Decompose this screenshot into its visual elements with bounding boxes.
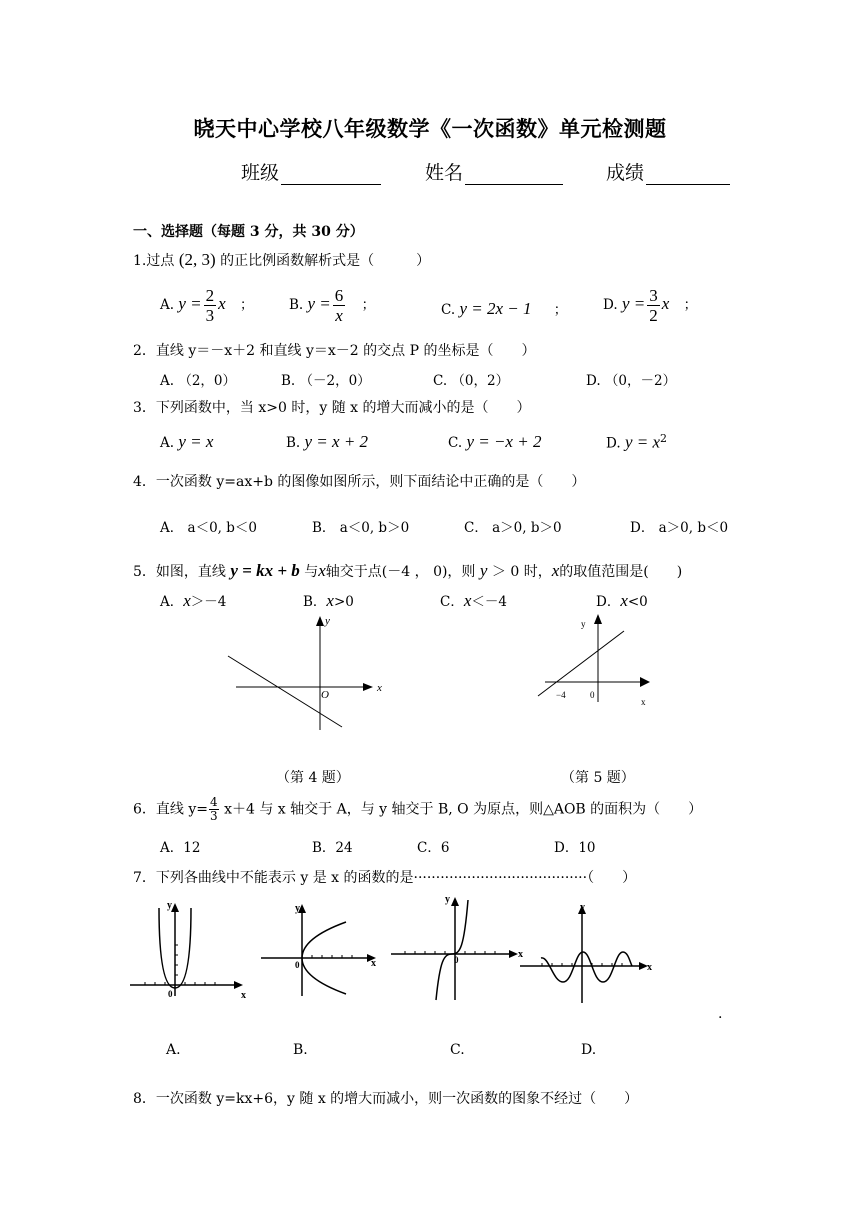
q2-option-c: C. （0，2） <box>433 373 510 389</box>
q5-option-a <box>160 590 226 611</box>
q3-option-b <box>286 432 368 452</box>
q1-option-d <box>603 286 697 325</box>
fig5-y-label: y <box>581 619 586 629</box>
q1-option-b <box>289 286 375 325</box>
numerator: 2 <box>205 286 215 305</box>
option-letter: D． <box>596 594 621 610</box>
q1-option-a <box>160 286 253 325</box>
fig5-line <box>538 631 624 696</box>
denominator: 2 <box>649 306 658 325</box>
q4-option-c: C． a＞0, b＞0 <box>464 520 562 536</box>
origin-label: 0 <box>295 960 300 970</box>
fig5-x-label: x <box>641 697 646 707</box>
question-8: 8．一次函数 y=kx+6，y 随 x 的增大而减小，则一次函数的图象不经过（ ） <box>133 1091 639 1107</box>
math-lhs: y = <box>621 294 646 313</box>
fig5-y-arrow <box>594 614 602 624</box>
fraction <box>333 286 346 325</box>
x-label: x <box>371 958 376 969</box>
q6-option-c: C．6 <box>417 840 450 856</box>
option-letter: B． <box>303 594 327 610</box>
page-title: 晓天中心学校八年级数学《一次函数》单元检测题 <box>193 116 667 141</box>
q7-graph-c <box>388 890 528 1005</box>
score-field <box>606 158 730 185</box>
option-letter: A. <box>160 297 175 313</box>
fraction <box>647 286 660 325</box>
fig5-x-arrow <box>640 677 650 687</box>
question-4: 4．一次函数 y=ax+b 的图像如图所示，则下面结论中正确的是（ ） <box>133 474 586 490</box>
q7-graph-d <box>516 898 656 1008</box>
origin-label: 0 <box>454 955 459 965</box>
fraction <box>204 286 217 325</box>
name-label: 姓名 <box>425 162 464 184</box>
fraction <box>209 796 219 823</box>
math-expr: y = x + 2 <box>304 432 369 451</box>
ticks <box>145 945 215 985</box>
x-label: x <box>241 990 246 998</box>
fig5-tick: −4 <box>556 690 566 700</box>
q4-option-d: D． a＞0, b＜0 <box>630 520 729 536</box>
q2-option-a: A. （2，0） <box>160 373 237 389</box>
option-letter: A. <box>160 435 175 451</box>
q7-graph-b <box>258 898 383 998</box>
q5-x-var: x <box>318 561 326 580</box>
q5-stem-a: 5．如图，直线 <box>133 564 226 580</box>
q7-graph-a <box>125 898 250 998</box>
section-heading: 一、选择题（每题 3 分，共 30 分） <box>133 224 364 240</box>
option-letter: B. <box>286 435 301 451</box>
q7-label-d: D. <box>581 1042 597 1058</box>
q6-stem-a: 6．直线 y= <box>133 801 208 818</box>
math-expr: y = −x + 2 <box>466 432 542 451</box>
y-label: y <box>167 900 172 911</box>
name-blank <box>465 162 563 185</box>
math-lhs: y = <box>178 294 202 313</box>
option-letter: C． <box>440 594 464 610</box>
q4-option-b: B． a＜0, b＞0 <box>312 520 410 536</box>
exponent: 2 <box>660 432 667 445</box>
arrow-x <box>234 981 243 989</box>
q2-option-d: D. （0，－2） <box>586 373 677 389</box>
q1-stem-a: 1.过点 <box>133 253 175 269</box>
q5-stem-b: 与 <box>304 564 319 580</box>
option-var: x <box>620 591 628 610</box>
option-rest: <0 <box>627 594 648 610</box>
origin-label: 0 <box>168 989 173 998</box>
fig4-origin: O <box>321 689 329 701</box>
x-label: x <box>647 962 652 973</box>
figure-5-caption: （第 5 题） <box>561 770 635 786</box>
q6-option-a: A．12 <box>160 840 201 856</box>
denominator: 3 <box>205 306 215 325</box>
question-5 <box>133 561 682 581</box>
name-field <box>425 158 563 185</box>
score-blank <box>646 162 730 185</box>
q3-option-c <box>448 432 541 452</box>
q7-label-c: C. <box>450 1042 465 1058</box>
class-blank <box>281 162 381 185</box>
option-letter: D. <box>606 435 621 452</box>
y-label: y <box>295 903 300 914</box>
q1-option-c <box>441 298 567 319</box>
class-field <box>241 158 381 185</box>
q5-x-var-2: x <box>551 561 560 580</box>
fig4-x-arrow <box>363 683 373 691</box>
option-var: x <box>326 591 334 610</box>
separator: ； <box>239 297 254 313</box>
option-letter: A． <box>160 594 184 610</box>
q1-point: (2, 3) <box>178 250 216 269</box>
question-2: 2．直线 y＝－x＋2 和直线 y＝x－2 的交点 P 的坐标是（ ） <box>133 343 536 359</box>
question-1 <box>133 250 430 270</box>
question-7: 7．下列各曲线中不能表示 y 是 x 的函数的是·······································（ ） <box>133 870 637 886</box>
question-6 <box>133 796 702 823</box>
q3-option-a <box>160 432 213 452</box>
separator: ； <box>361 297 376 313</box>
q4-option-a: A． a＜0, b＜0 <box>160 520 257 536</box>
fig5-origin: 0 <box>590 690 595 700</box>
q7-label-b: B. <box>293 1042 308 1058</box>
q5-option-c <box>440 590 507 611</box>
math-var: x <box>661 294 670 313</box>
q7-label-a: A. <box>166 1042 181 1058</box>
curve <box>436 900 468 1000</box>
question-3: 3．下列函数中，当 x>0 时，y 随 x 的增大而减小的是（ ） <box>133 400 531 416</box>
q6-option-d: D．10 <box>554 840 596 856</box>
separator: ； <box>683 297 698 313</box>
q2-option-b: B. （－2，0） <box>281 373 371 389</box>
q6-stem-b: x＋4 与 x 轴交于 A，与 y 轴交于 B, O 为原点，则△AOB 的面积为（ ） <box>224 801 703 818</box>
q5-stem-d: ＞ 0 时， <box>491 564 552 580</box>
fig4-x-label: x <box>377 682 382 694</box>
math-lhs: y = <box>307 294 331 313</box>
option-letter: C. <box>448 435 463 451</box>
fig4-y-label: y <box>325 615 330 627</box>
numerator: 4 <box>210 795 218 809</box>
arrow-y <box>171 903 179 912</box>
q5-line-expr: y = kx + b <box>230 561 300 580</box>
figure-4-caption: （第 4 题） <box>276 770 350 786</box>
figure-5 <box>530 610 665 710</box>
option-var: x <box>183 591 191 610</box>
denominator: 3 <box>210 809 218 823</box>
option-letter: C. <box>441 302 456 318</box>
option-letter: B. <box>289 297 304 313</box>
q5-y-var: y <box>479 561 488 580</box>
math-expr: y = x <box>178 432 214 451</box>
math-expr: y = 2x − 1 <box>459 299 532 318</box>
score-label: 成绩 <box>606 162 645 184</box>
q5-option-b <box>303 590 354 611</box>
curve <box>541 952 632 982</box>
denominator: x <box>335 306 343 325</box>
q6-option-b: B．24 <box>312 840 353 856</box>
y-label: y <box>580 902 585 913</box>
trailing-dot: . <box>718 1006 723 1022</box>
q5-stem-e: 的取值范围是( ) <box>559 564 683 580</box>
option-rest: ＜－4 <box>471 594 507 610</box>
q3-option-d <box>606 432 667 453</box>
numerator: 3 <box>649 286 658 305</box>
math-var: x <box>218 294 226 313</box>
y-label: y <box>445 894 450 905</box>
option-var: x <box>463 591 472 610</box>
separator: ； <box>553 302 568 318</box>
option-rest: ＞－4 <box>190 594 227 610</box>
q5-option-d <box>596 590 648 611</box>
x-label: x <box>518 949 523 960</box>
option-letter: D. <box>603 297 618 313</box>
fig4-y-arrow <box>316 616 324 626</box>
arrow-y <box>451 897 459 906</box>
numerator: 6 <box>334 286 344 305</box>
math-expr: y = x <box>624 432 660 452</box>
option-rest: >0 <box>333 594 354 610</box>
q1-stem-b: 的正比例函数解析式是（ ） <box>220 253 431 269</box>
q5-stem-c: 轴交于点(－4 ， 0)，则 <box>325 564 476 580</box>
figure-4 <box>220 612 395 737</box>
class-label: 班级 <box>241 162 280 184</box>
